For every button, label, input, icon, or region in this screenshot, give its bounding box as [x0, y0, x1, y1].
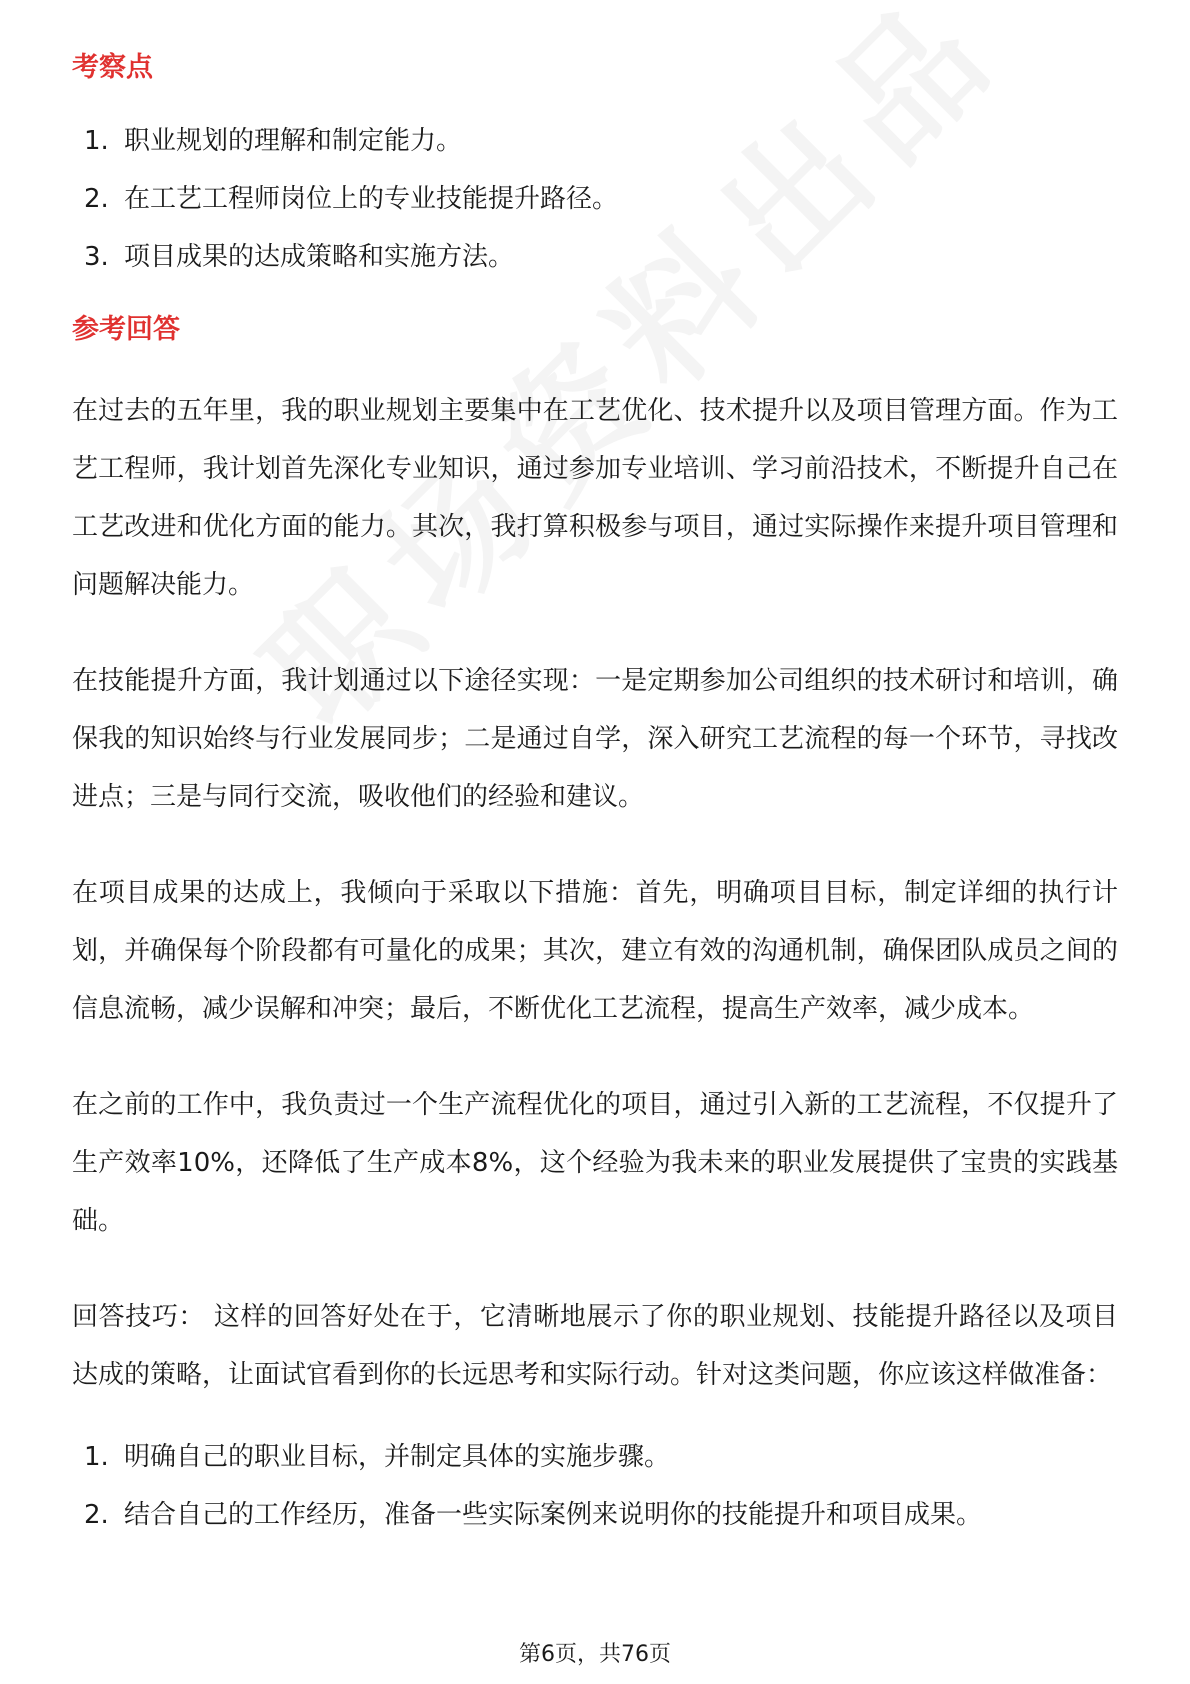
- points-list: [72, 112, 1118, 286]
- tips-list: [72, 1428, 1118, 1544]
- page-number: 第6页，共76页: [519, 1642, 671, 1667]
- list-number: 3.: [84, 242, 109, 272]
- section-heading-points: 考察点: [72, 52, 153, 83]
- tips-paragraph: 回答技巧： 这样的回答好处在于，它清晰地展示了你的职业规划、技能提升路径以及项目达成的策略，让面试官看到你的长远思考和实际行动。针对这类问题，你应该这样做准备：: [72, 1302, 1118, 1390]
- list-item-text: 项目成果的达成策略和实施方法。: [124, 242, 515, 272]
- list-item: [72, 112, 1118, 170]
- answer-paragraph: 在技能提升方面，我计划通过以下途径实现：一是定期参加公司组织的技术研讨和培训，确保我的知识始终与行业发展同步；二是通过自学，深入研究工艺流程的每一个环节，寻找改进点；三是与同行交流，吸收他们的经验和建议。: [72, 666, 1118, 812]
- list-item: [72, 1486, 1118, 1544]
- list-item-text: 结合自己的工作经历，准备一些实际案例来说明你的技能提升和项目成果。: [124, 1500, 983, 1530]
- page-content: [72, 48, 1118, 1544]
- list-item: [72, 170, 1118, 228]
- list-number: 2.: [84, 1500, 109, 1530]
- list-item: [72, 1428, 1118, 1486]
- list-item-text: 职业规划的理解和制定能力。: [124, 126, 463, 156]
- answer-paragraph: 在项目成果的达成上，我倾向于采取以下措施：首先，明确项目目标，制定详细的执行计划，并确保每个阶段都有可量化的成果；其次，建立有效的沟通机制，确保团队成员之间的信息流畅，减少误解和冲突；最后，不断优化工艺流程，提高生产效率，减少成本。: [72, 878, 1118, 1024]
- answer-paragraph: 在之前的工作中，我负责过一个生产流程优化的项目，通过引入新的工艺流程，不仅提升了生产效率10%，还降低了生产成本8%，这个经验为我未来的职业发展提供了宝贵的实践基础。: [72, 1090, 1118, 1236]
- answer-paragraph: 在过去的五年里，我的职业规划主要集中在工艺优化、技术提升以及项目管理方面。作为工艺工程师，我计划首先深化专业知识，通过参加专业培训、学习前沿技术，不断提升自己在工艺改进和优化方面的能力。其次，我打算积极参与项目，通过实际操作来提升项目管理和问题解决能力。: [72, 396, 1118, 600]
- list-item: [72, 228, 1118, 286]
- list-item-text: 在工艺工程师岗位上的专业技能提升路径。: [124, 184, 619, 214]
- list-number: 1.: [84, 1442, 109, 1472]
- list-item-text: 明确自己的职业目标，并制定具体的实施步骤。: [124, 1442, 671, 1472]
- section-heading-answer: 参考回答: [72, 314, 180, 345]
- list-number: 1.: [84, 126, 109, 156]
- list-number: 2.: [84, 184, 109, 214]
